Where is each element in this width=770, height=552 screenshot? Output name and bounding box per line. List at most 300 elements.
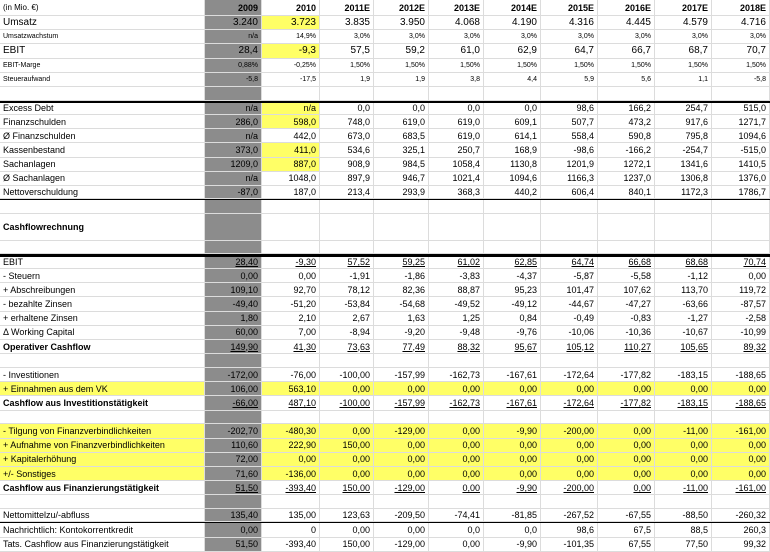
empty-cell[interactable]	[374, 214, 429, 241]
value-cell[interactable]: 51,50	[205, 481, 262, 495]
value-cell[interactable]: 887,0	[262, 158, 320, 172]
empty-cell[interactable]	[262, 87, 320, 101]
value-cell[interactable]: 62,85	[484, 257, 541, 269]
empty-cell[interactable]	[262, 354, 320, 368]
value-cell[interactable]: 619,0	[429, 129, 484, 143]
value-cell[interactable]: 3,0%	[655, 30, 712, 44]
empty-cell[interactable]	[541, 214, 598, 241]
empty-cell[interactable]	[541, 411, 598, 425]
value-cell[interactable]: 123,63	[320, 509, 374, 522]
empty-cell[interactable]	[0, 411, 205, 425]
row-label-cell[interactable]: EBIT-Marge	[0, 59, 205, 73]
value-cell[interactable]: 0,00	[598, 382, 655, 396]
value-cell[interactable]: -209,50	[374, 509, 429, 522]
value-cell[interactable]: 168,9	[484, 143, 541, 157]
value-cell[interactable]: 98,6	[541, 523, 598, 537]
value-cell[interactable]: 135,00	[262, 509, 320, 522]
value-cell[interactable]: -5,8	[205, 73, 262, 87]
value-cell[interactable]: 64,7	[541, 44, 598, 58]
value-cell[interactable]: -87,0	[205, 186, 262, 199]
value-cell[interactable]: 515,0	[712, 103, 770, 115]
value-cell[interactable]: 213,4	[320, 186, 374, 199]
value-cell[interactable]: -9,48	[429, 326, 484, 340]
value-cell[interactable]: -183,15	[655, 396, 712, 410]
value-cell[interactable]: 1410,5	[712, 158, 770, 172]
value-cell[interactable]: 64,74	[541, 257, 598, 269]
value-cell[interactable]: 0,00	[598, 467, 655, 481]
value-cell[interactable]: 0,00	[712, 269, 770, 283]
row-label-cell[interactable]: Nachrichtlich: Kontokorrentkredit	[0, 523, 205, 537]
empty-cell[interactable]	[320, 354, 374, 368]
value-cell[interactable]: n/a	[205, 172, 262, 186]
row-label-cell[interactable]: EBIT	[0, 44, 205, 58]
value-cell[interactable]: -63,66	[655, 297, 712, 311]
empty-cell[interactable]	[374, 411, 429, 425]
value-cell[interactable]: 598,0	[262, 115, 320, 129]
value-cell[interactable]: -88,50	[655, 509, 712, 522]
value-cell[interactable]: 187,0	[262, 186, 320, 199]
value-cell[interactable]: 4.445	[598, 16, 655, 30]
value-cell[interactable]: 1,50%	[320, 59, 374, 73]
value-cell[interactable]: 0,00	[205, 269, 262, 283]
value-cell[interactable]: -200,00	[541, 424, 598, 438]
value-cell[interactable]: -100,00	[320, 396, 374, 410]
value-cell[interactable]: 254,7	[655, 103, 712, 115]
value-cell[interactable]: -5,8	[712, 73, 770, 87]
value-cell[interactable]: 614,1	[484, 129, 541, 143]
value-cell[interactable]: 946,7	[374, 172, 429, 186]
value-cell[interactable]: 0,00	[374, 467, 429, 481]
value-cell[interactable]: 4.579	[655, 16, 712, 30]
value-cell[interactable]: 67,55	[598, 538, 655, 552]
empty-cell[interactable]	[262, 241, 320, 254]
row-label-cell[interactable]: + erhaltene Zinsen	[0, 312, 205, 326]
value-cell[interactable]: 105,12	[541, 340, 598, 354]
value-cell[interactable]: -49,12	[484, 297, 541, 311]
empty-cell[interactable]	[712, 87, 770, 101]
empty-cell[interactable]	[320, 411, 374, 425]
value-cell[interactable]: 113,70	[655, 283, 712, 297]
empty-cell[interactable]	[484, 495, 541, 509]
value-cell[interactable]: 77,49	[374, 340, 429, 354]
value-cell[interactable]: 66,68	[598, 257, 655, 269]
value-cell[interactable]: 3.835	[320, 16, 374, 30]
value-cell[interactable]: 0,00	[712, 382, 770, 396]
row-label-cell[interactable]: Kassenbestand	[0, 143, 205, 157]
empty-cell[interactable]	[484, 214, 541, 241]
value-cell[interactable]: 0,00	[655, 382, 712, 396]
value-cell[interactable]: 95,67	[484, 340, 541, 354]
empty-cell[interactable]	[429, 354, 484, 368]
value-cell[interactable]: 71,60	[205, 467, 262, 481]
value-cell[interactable]: -393,40	[262, 538, 320, 552]
value-cell[interactable]: 1,63	[374, 312, 429, 326]
value-cell[interactable]: 0	[262, 523, 320, 537]
value-cell[interactable]: -172,64	[541, 368, 598, 382]
value-cell[interactable]: -200,00	[541, 481, 598, 495]
value-cell[interactable]: 3,0%	[598, 30, 655, 44]
value-cell[interactable]: 1272,1	[598, 158, 655, 172]
value-cell[interactable]: 59,2	[374, 44, 429, 58]
row-label-cell[interactable]: - bezahlte Zinsen	[0, 297, 205, 311]
empty-cell[interactable]	[541, 200, 598, 214]
value-cell[interactable]: 325,1	[374, 143, 429, 157]
row-label-cell[interactable]: EBIT	[0, 257, 205, 269]
year-header-cell[interactable]: 2014E	[484, 0, 541, 16]
value-cell[interactable]: 2,10	[262, 312, 320, 326]
value-cell[interactable]: 0,00	[712, 453, 770, 467]
value-cell[interactable]: 3,0%	[541, 30, 598, 44]
value-cell[interactable]: 92,70	[262, 283, 320, 297]
empty-cell[interactable]	[320, 200, 374, 214]
row-label-cell[interactable]: Cashflow aus Finanzierungstätigkeit	[0, 481, 205, 495]
value-cell[interactable]: 0,00	[712, 439, 770, 453]
value-cell[interactable]: -1,12	[655, 269, 712, 283]
value-cell[interactable]: -10,67	[655, 326, 712, 340]
year-header-cell[interactable]: 2013E	[429, 0, 484, 16]
year-header-cell[interactable]: 2015E	[541, 0, 598, 16]
value-cell[interactable]: -9,30	[262, 257, 320, 269]
value-cell[interactable]: 0,00	[262, 453, 320, 467]
value-cell[interactable]: -17,5	[262, 73, 320, 87]
value-cell[interactable]: -47,27	[598, 297, 655, 311]
value-cell[interactable]: 0,00	[655, 467, 712, 481]
value-cell[interactable]: 3,8	[429, 73, 484, 87]
value-cell[interactable]: 534,6	[320, 143, 374, 157]
value-cell[interactable]: -9,90	[484, 481, 541, 495]
value-cell[interactable]: 1,50%	[598, 59, 655, 73]
value-cell[interactable]: 1058,4	[429, 158, 484, 172]
value-cell[interactable]: -9,90	[484, 424, 541, 438]
value-cell[interactable]: 0,00	[374, 523, 429, 537]
value-cell[interactable]: -172,00	[205, 368, 262, 382]
row-label-cell[interactable]: - Investitionen	[0, 368, 205, 382]
value-cell[interactable]: 4.190	[484, 16, 541, 30]
empty-cell[interactable]	[320, 241, 374, 254]
value-cell[interactable]: 673,0	[320, 129, 374, 143]
value-cell[interactable]: 3,0%	[374, 30, 429, 44]
row-label-cell[interactable]: Sachanlagen	[0, 158, 205, 172]
value-cell[interactable]: 558,4	[541, 129, 598, 143]
value-cell[interactable]: -49,52	[429, 297, 484, 311]
value-cell[interactable]: 0,00	[374, 439, 429, 453]
value-cell[interactable]: -393,40	[262, 481, 320, 495]
value-cell[interactable]: 0,00	[598, 453, 655, 467]
value-cell[interactable]: 984,5	[374, 158, 429, 172]
empty-cell[interactable]	[374, 87, 429, 101]
row-label-cell[interactable]: Nettoverschuldung	[0, 186, 205, 199]
value-cell[interactable]: 1166,3	[541, 172, 598, 186]
value-cell[interactable]: -188,65	[712, 368, 770, 382]
value-cell[interactable]: -0,49	[541, 312, 598, 326]
value-cell[interactable]: 0,00	[484, 439, 541, 453]
value-cell[interactable]: -81,85	[484, 509, 541, 522]
value-cell[interactable]: 1376,0	[712, 172, 770, 186]
value-cell[interactable]: -177,82	[598, 396, 655, 410]
value-cell[interactable]: 0,0	[484, 523, 541, 537]
empty-cell[interactable]	[262, 411, 320, 425]
value-cell[interactable]: 260,3	[712, 523, 770, 537]
value-cell[interactable]: 4.068	[429, 16, 484, 30]
empty-cell[interactable]	[598, 214, 655, 241]
value-cell[interactable]: -0,83	[598, 312, 655, 326]
empty-cell[interactable]	[655, 354, 712, 368]
value-cell[interactable]: -11,00	[655, 481, 712, 495]
row-label-cell[interactable]: Tats. Cashflow aus Finanzierungstätigkeit	[0, 538, 205, 552]
value-cell[interactable]: 1,9	[374, 73, 429, 87]
empty-cell[interactable]	[598, 411, 655, 425]
value-cell[interactable]: 1237,0	[598, 172, 655, 186]
value-cell[interactable]: 70,7	[712, 44, 770, 58]
row-label-cell[interactable]: - Tilgung von Finanzverbindlichkeiten	[0, 424, 205, 438]
value-cell[interactable]: 67,5	[598, 523, 655, 537]
value-cell[interactable]: -87,57	[712, 297, 770, 311]
value-cell[interactable]: -74,41	[429, 509, 484, 522]
value-cell[interactable]: 411,0	[262, 143, 320, 157]
row-label-cell[interactable]: +/- Sonstiges	[0, 467, 205, 481]
empty-cell[interactable]	[484, 87, 541, 101]
value-cell[interactable]: 3,0%	[320, 30, 374, 44]
empty-cell[interactable]	[429, 241, 484, 254]
value-cell[interactable]: 442,0	[262, 129, 320, 143]
value-cell[interactable]: 60,00	[205, 326, 262, 340]
value-cell[interactable]: 28,40	[205, 257, 262, 269]
value-cell[interactable]: 1,50%	[429, 59, 484, 73]
value-cell[interactable]: 795,8	[655, 129, 712, 143]
value-cell[interactable]: 0,00	[429, 481, 484, 495]
empty-cell[interactable]	[262, 495, 320, 509]
value-cell[interactable]: 88,5	[655, 523, 712, 537]
value-cell[interactable]: 0,00	[429, 382, 484, 396]
value-cell[interactable]: 166,2	[598, 103, 655, 115]
value-cell[interactable]: 748,0	[320, 115, 374, 129]
value-cell[interactable]: 0,00	[205, 523, 262, 537]
value-cell[interactable]: -9,90	[484, 538, 541, 552]
value-cell[interactable]: n/a	[205, 30, 262, 44]
value-cell[interactable]: 1094,6	[484, 172, 541, 186]
empty-cell[interactable]	[0, 354, 205, 368]
value-cell[interactable]: 135,40	[205, 509, 262, 522]
value-cell[interactable]: 110,60	[205, 439, 262, 453]
value-cell[interactable]: 0,00	[541, 439, 598, 453]
value-cell[interactable]: -161,00	[712, 481, 770, 495]
empty-cell[interactable]	[262, 200, 320, 214]
value-cell[interactable]: 1094,6	[712, 129, 770, 143]
value-cell[interactable]: 0,00	[655, 439, 712, 453]
value-cell[interactable]: 908,9	[320, 158, 374, 172]
row-label-cell[interactable]: Operativer Cashflow	[0, 340, 205, 354]
value-cell[interactable]: 5,9	[541, 73, 598, 87]
value-cell[interactable]: -129,00	[374, 481, 429, 495]
value-cell[interactable]: -10,06	[541, 326, 598, 340]
empty-cell[interactable]	[712, 411, 770, 425]
value-cell[interactable]: -167,61	[484, 396, 541, 410]
empty-cell[interactable]	[205, 214, 262, 241]
value-cell[interactable]: 1,50%	[484, 59, 541, 73]
empty-cell[interactable]	[484, 354, 541, 368]
value-cell[interactable]: -157,99	[374, 368, 429, 382]
value-cell[interactable]: -10,36	[598, 326, 655, 340]
value-cell[interactable]: 0,00	[541, 453, 598, 467]
empty-cell[interactable]	[655, 214, 712, 241]
value-cell[interactable]: 1,9	[320, 73, 374, 87]
value-cell[interactable]: 72,00	[205, 453, 262, 467]
value-cell[interactable]: 28,4	[205, 44, 262, 58]
year-header-cell[interactable]: 2010	[262, 0, 320, 16]
row-label-cell[interactable]: Umsatz	[0, 16, 205, 30]
value-cell[interactable]: 5,6	[598, 73, 655, 87]
value-cell[interactable]: -177,82	[598, 368, 655, 382]
value-cell[interactable]: 222,90	[262, 439, 320, 453]
value-cell[interactable]: 0,00	[374, 382, 429, 396]
value-cell[interactable]: 88,87	[429, 283, 484, 297]
row-label-cell[interactable]: Finanzschulden	[0, 115, 205, 129]
value-cell[interactable]: 57,5	[320, 44, 374, 58]
value-cell[interactable]: -161,00	[712, 424, 770, 438]
value-cell[interactable]: -267,52	[541, 509, 598, 522]
year-header-cell[interactable]: 2011E	[320, 0, 374, 16]
value-cell[interactable]: 51,50	[205, 538, 262, 552]
value-cell[interactable]: 59,25	[374, 257, 429, 269]
empty-cell[interactable]	[320, 87, 374, 101]
empty-cell[interactable]	[655, 200, 712, 214]
year-header-cell[interactable]: 2009	[205, 0, 262, 16]
value-cell[interactable]: 619,0	[429, 115, 484, 129]
value-cell[interactable]: 0,00	[484, 382, 541, 396]
value-cell[interactable]: 286,0	[205, 115, 262, 129]
value-cell[interactable]: 101,47	[541, 283, 598, 297]
value-cell[interactable]: -2,58	[712, 312, 770, 326]
empty-cell[interactable]	[0, 495, 205, 509]
empty-cell[interactable]	[541, 354, 598, 368]
value-cell[interactable]: 95,23	[484, 283, 541, 297]
empty-cell[interactable]	[205, 354, 262, 368]
value-cell[interactable]: 683,5	[374, 129, 429, 143]
empty-cell[interactable]	[205, 495, 262, 509]
value-cell[interactable]: 78,12	[320, 283, 374, 297]
value-cell[interactable]: 0,0	[374, 103, 429, 115]
empty-cell[interactable]	[374, 495, 429, 509]
row-label-cell[interactable]: Δ Working Capital	[0, 326, 205, 340]
value-cell[interactable]: 0,00	[712, 467, 770, 481]
empty-cell[interactable]	[0, 241, 205, 254]
empty-cell[interactable]	[712, 214, 770, 241]
empty-cell[interactable]	[541, 241, 598, 254]
value-cell[interactable]: 150,00	[320, 538, 374, 552]
empty-cell[interactable]	[655, 87, 712, 101]
value-cell[interactable]: 0,00	[541, 382, 598, 396]
value-cell[interactable]: -166,2	[598, 143, 655, 157]
empty-cell[interactable]	[655, 241, 712, 254]
value-cell[interactable]: 66,7	[598, 44, 655, 58]
value-cell[interactable]: -10,99	[712, 326, 770, 340]
value-cell[interactable]: -4,37	[484, 269, 541, 283]
value-cell[interactable]: 1341,6	[655, 158, 712, 172]
value-cell[interactable]: 105,65	[655, 340, 712, 354]
value-cell[interactable]: -66,00	[205, 396, 262, 410]
value-cell[interactable]: 0,84	[484, 312, 541, 326]
value-cell[interactable]: 1,50%	[541, 59, 598, 73]
value-cell[interactable]: 1,1	[655, 73, 712, 87]
empty-cell[interactable]	[541, 495, 598, 509]
value-cell[interactable]: -183,15	[655, 368, 712, 382]
value-cell[interactable]: 0,00	[598, 424, 655, 438]
value-cell[interactable]: 3.723	[262, 16, 320, 30]
value-cell[interactable]: 440,2	[484, 186, 541, 199]
value-cell[interactable]: 0,00	[320, 467, 374, 481]
value-cell[interactable]: -0,25%	[262, 59, 320, 73]
empty-cell[interactable]	[320, 495, 374, 509]
empty-cell[interactable]	[655, 411, 712, 425]
value-cell[interactable]: -9,3	[262, 44, 320, 58]
value-cell[interactable]: 0,00	[541, 467, 598, 481]
value-cell[interactable]: 1,25	[429, 312, 484, 326]
empty-cell[interactable]	[205, 241, 262, 254]
row-label-cell[interactable]: Ø Sachanlagen	[0, 172, 205, 186]
value-cell[interactable]: 0,00	[374, 453, 429, 467]
row-label-cell[interactable]: + Kapitalerhöhung	[0, 453, 205, 467]
value-cell[interactable]: 0,00	[429, 538, 484, 552]
value-cell[interactable]: 0,0	[320, 103, 374, 115]
value-cell[interactable]: -5,87	[541, 269, 598, 283]
empty-cell[interactable]	[655, 495, 712, 509]
value-cell[interactable]: 0,00	[320, 523, 374, 537]
value-cell[interactable]: -76,00	[262, 368, 320, 382]
empty-cell[interactable]	[712, 495, 770, 509]
value-cell[interactable]: 150,00	[320, 481, 374, 495]
value-cell[interactable]: 473,2	[598, 115, 655, 129]
value-cell[interactable]: 0,00	[598, 439, 655, 453]
value-cell[interactable]: 0,00	[598, 481, 655, 495]
value-cell[interactable]: 0,00	[429, 467, 484, 481]
row-label-cell[interactable]: + Einnahmen aus dem VK	[0, 382, 205, 396]
empty-cell[interactable]	[712, 241, 770, 254]
value-cell[interactable]: 1,50%	[655, 59, 712, 73]
value-cell[interactable]: -9,76	[484, 326, 541, 340]
value-cell[interactable]: 89,32	[712, 340, 770, 354]
row-label-cell[interactable]: Cashflow aus Investitionstätigkeit	[0, 396, 205, 410]
value-cell[interactable]: 3.950	[374, 16, 429, 30]
year-header-cell[interactable]: 2017E	[655, 0, 712, 16]
value-cell[interactable]: -5,58	[598, 269, 655, 283]
value-cell[interactable]: -172,64	[541, 396, 598, 410]
value-cell[interactable]: 0,00	[655, 453, 712, 467]
year-header-cell[interactable]: 2018E	[712, 0, 770, 16]
value-cell[interactable]: -1,27	[655, 312, 712, 326]
value-cell[interactable]: 4.716	[712, 16, 770, 30]
value-cell[interactable]: 68,68	[655, 257, 712, 269]
value-cell[interactable]: 0,00	[429, 424, 484, 438]
value-cell[interactable]: 0,0	[429, 523, 484, 537]
value-cell[interactable]: 1209,0	[205, 158, 262, 172]
value-cell[interactable]: 61,02	[429, 257, 484, 269]
value-cell[interactable]: 0,0	[484, 103, 541, 115]
value-cell[interactable]: 487,10	[262, 396, 320, 410]
value-cell[interactable]: 0,00	[484, 467, 541, 481]
value-cell[interactable]: 1271,7	[712, 115, 770, 129]
value-cell[interactable]: 507,7	[541, 115, 598, 129]
value-cell[interactable]: 149,90	[205, 340, 262, 354]
value-cell[interactable]: 0,00	[262, 269, 320, 283]
value-cell[interactable]: -9,20	[374, 326, 429, 340]
empty-cell[interactable]	[712, 354, 770, 368]
empty-cell[interactable]	[598, 354, 655, 368]
value-cell[interactable]: 110,27	[598, 340, 655, 354]
value-cell[interactable]: -100,00	[320, 368, 374, 382]
value-cell[interactable]: -515,0	[712, 143, 770, 157]
value-cell[interactable]: 61,0	[429, 44, 484, 58]
value-cell[interactable]: -162,73	[429, 368, 484, 382]
